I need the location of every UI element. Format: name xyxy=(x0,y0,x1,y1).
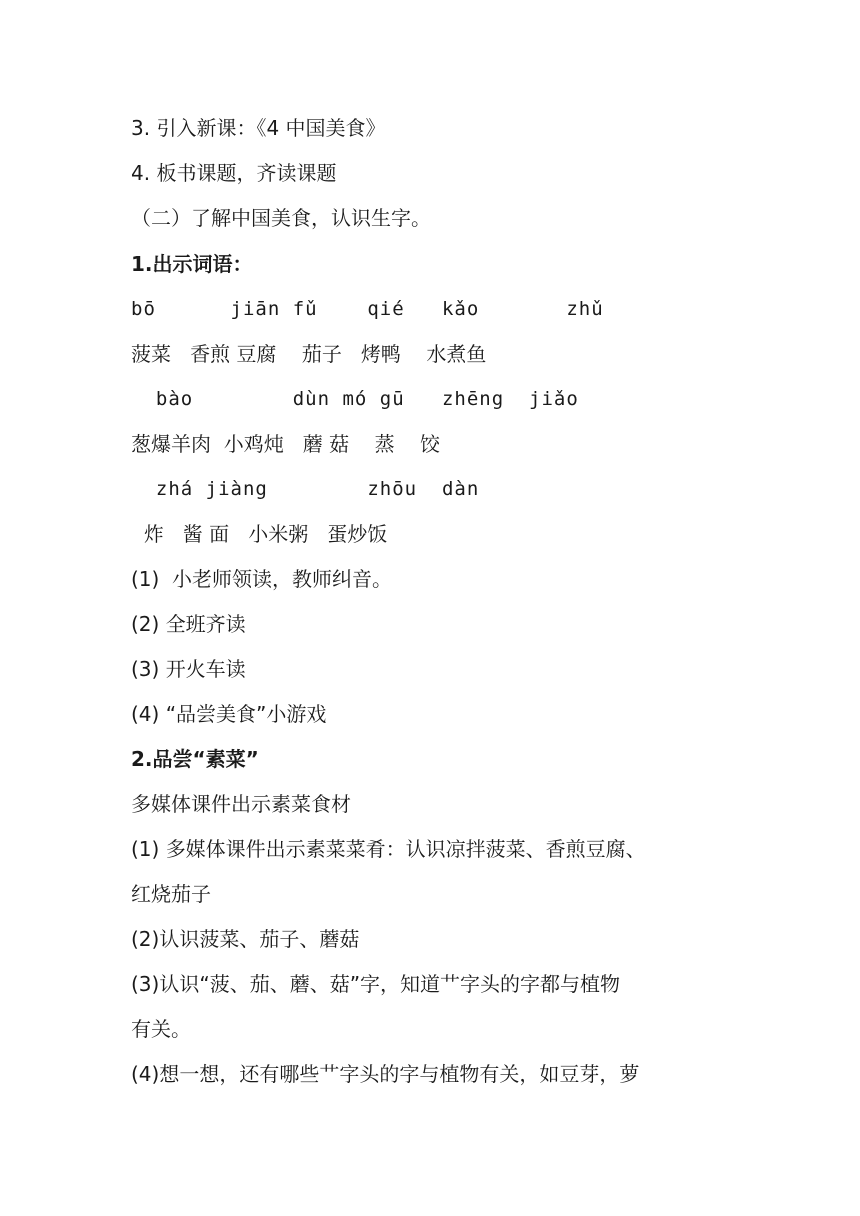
subheading-taste-vegetables: 2.品尝“素菜” xyxy=(131,747,259,771)
word-row-2: 葱爆羊肉 小鸡炖 蘑 菇 蒸 饺 xyxy=(131,432,441,456)
paragraph-line: (4)想一想，还有哪些艹字头的字与植物有关，如豆芽，萝 xyxy=(131,1062,640,1086)
word-row-1: 菠菜 香煎 豆腐 茄子 烤鸭 水煮鱼 xyxy=(131,342,487,366)
list-item-1: (1) 小老师领读，教师纠音。 xyxy=(131,567,393,591)
paragraph-line: (1) 多媒体课件出示素菜菜肴：认识凉拌菠菜、香煎豆腐、 xyxy=(131,837,646,861)
pinyin-row-2: bào dùn mó gū zhēng jiǎo xyxy=(131,388,579,410)
pinyin-row-3: zhá jiàng zhōu dàn xyxy=(131,478,480,500)
step-3-line: 3. 引入新课：《4 中国美食》 xyxy=(131,116,386,140)
paragraph-line: (2)认识菠菜、茄子、蘑菇 xyxy=(131,927,360,951)
section-2-heading: （二）了解中国美食，认识生字。 xyxy=(131,206,431,230)
list-item-2: (2) 全班齐读 xyxy=(131,612,246,636)
word-row-3: 炸 酱 面 小米粥 蛋炒饭 xyxy=(131,522,388,546)
pinyin-row-1: bō jiān fǔ qié kǎo zhǔ xyxy=(131,298,604,320)
paragraph-line: 有关。 xyxy=(131,1017,191,1041)
paragraph-line: 多媒体课件出示素菜食材 xyxy=(131,792,351,816)
list-item-3: (3) 开火车读 xyxy=(131,657,246,681)
paragraph-line: 红烧茄子 xyxy=(131,882,211,906)
list-item-4: (4) “品尝美食”小游戏 xyxy=(131,702,327,726)
step-4-line: 4. 板书课题，齐读课题 xyxy=(131,161,337,185)
subheading-show-words: 1.出示词语： xyxy=(131,252,253,276)
paragraph-line: (3)认识“菠、茄、蘑、菇”字，知道艹字头的字都与植物 xyxy=(131,972,621,996)
